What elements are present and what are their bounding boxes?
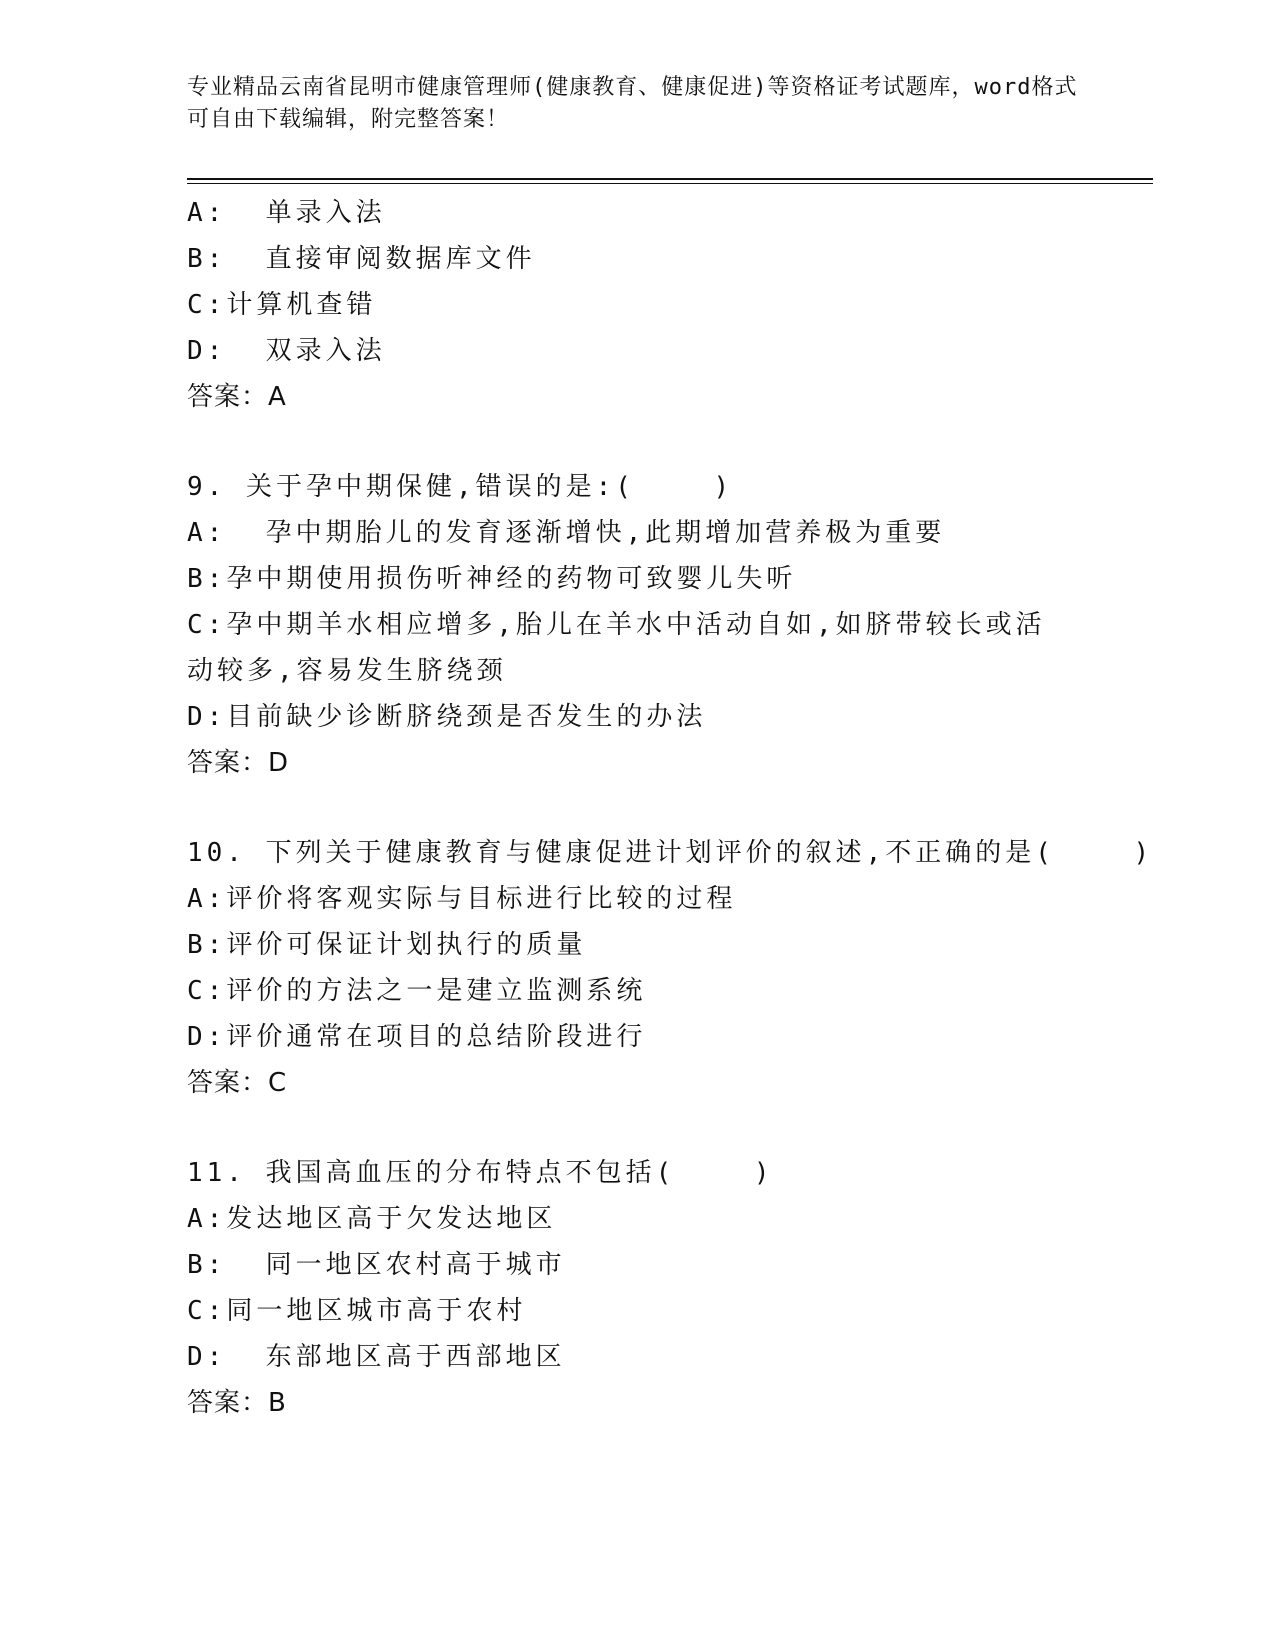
option-c: [187, 602, 1047, 694]
option-label: D:: [187, 1342, 227, 1372]
option-c: [187, 1288, 1087, 1334]
option-text: 评价可保证计划执行的质量: [226, 930, 587, 960]
question-stem: 11. 我国高血压的分布特点不包括( ): [187, 1158, 774, 1188]
option-label: B:: [187, 1250, 227, 1280]
header-rule-thick: [187, 178, 1153, 180]
option-text: 同一地区城市高于农村: [226, 1296, 527, 1326]
option-label: D:: [187, 1022, 227, 1052]
option-text: 计算机查错: [226, 290, 377, 320]
option-label: D:: [187, 702, 227, 732]
question-block: [187, 464, 1087, 786]
option-c: [187, 282, 1087, 328]
option-d: [187, 694, 1087, 740]
option-d: [187, 1334, 1087, 1380]
option-label: A:: [187, 198, 227, 228]
question-stem: 10. 下列关于健康教育与健康促进计划评价的叙述,不正确的是( ): [187, 838, 1154, 868]
option-text: 目前缺少诊断脐绕颈是否发生的办法: [226, 702, 707, 732]
option-text: 孕中期胎儿的发育逐渐增快,此期增加营养极为重要: [226, 518, 946, 548]
option-label: B:: [187, 930, 227, 960]
question-block: [187, 190, 1087, 420]
option-label: C:: [187, 290, 227, 320]
option-d: [187, 328, 1087, 374]
option-text: 孕中期使用损伤听神经的药物可致婴儿失听: [226, 564, 797, 594]
option-b: [187, 236, 1087, 282]
answer-line: 答案：B: [187, 1388, 287, 1418]
option-text: 评价将客观实际与目标进行比较的过程: [226, 884, 737, 914]
answer-line: 答案：D: [187, 748, 290, 778]
option-a: [187, 1196, 1087, 1242]
option-b: [187, 556, 1087, 602]
option-a: [187, 510, 1087, 556]
option-text: 直接审阅数据库文件: [226, 244, 536, 274]
page-header-text: 专业精品云南省昆明市健康管理师(健康教育、健康促进)等资格证考试题库，word格式可自由下载编辑，附完整答案！: [187, 75, 1078, 132]
option-text: 东部地区高于西部地区: [226, 1342, 566, 1372]
option-label: A:: [187, 1204, 227, 1234]
header-rule-thin: [187, 183, 1153, 184]
option-label: B:: [187, 564, 227, 594]
option-text: 双录入法: [226, 336, 386, 366]
option-label: B:: [187, 244, 227, 274]
option-text: 发达地区高于欠发达地区: [226, 1204, 557, 1234]
option-text: 评价的方法之一是建立监测系统: [226, 976, 647, 1006]
answer-line: 答案：A: [187, 382, 287, 412]
option-label: A:: [187, 884, 227, 914]
option-text: 同一地区农村高于城市: [226, 1250, 566, 1280]
option-text: 孕中期羊水相应增多,胎儿在羊水中活动自如,如脐带较长或活动较多,容易发生脐绕颈: [187, 610, 1046, 686]
option-text: 评价通常在项目的总结阶段进行: [226, 1022, 647, 1052]
question-block: [187, 1150, 1087, 1426]
question-stem: 9. 关于孕中期保健,错误的是:( ): [187, 472, 734, 502]
option-label: A:: [187, 518, 227, 548]
option-label: C:: [187, 610, 227, 640]
option-label: C:: [187, 1296, 227, 1326]
option-b: [187, 922, 1087, 968]
option-text: 单录入法: [226, 198, 386, 228]
question-list: [187, 190, 1154, 1426]
option-a: [187, 876, 1087, 922]
answer-line: 答案：C: [187, 1068, 288, 1098]
question-block: [187, 830, 1154, 1106]
option-b: [187, 1242, 1087, 1288]
option-label: D:: [187, 336, 227, 366]
option-label: C:: [187, 976, 227, 1006]
option-d: [187, 1014, 1087, 1060]
option-c: [187, 968, 1087, 1014]
option-a: [187, 190, 1087, 236]
